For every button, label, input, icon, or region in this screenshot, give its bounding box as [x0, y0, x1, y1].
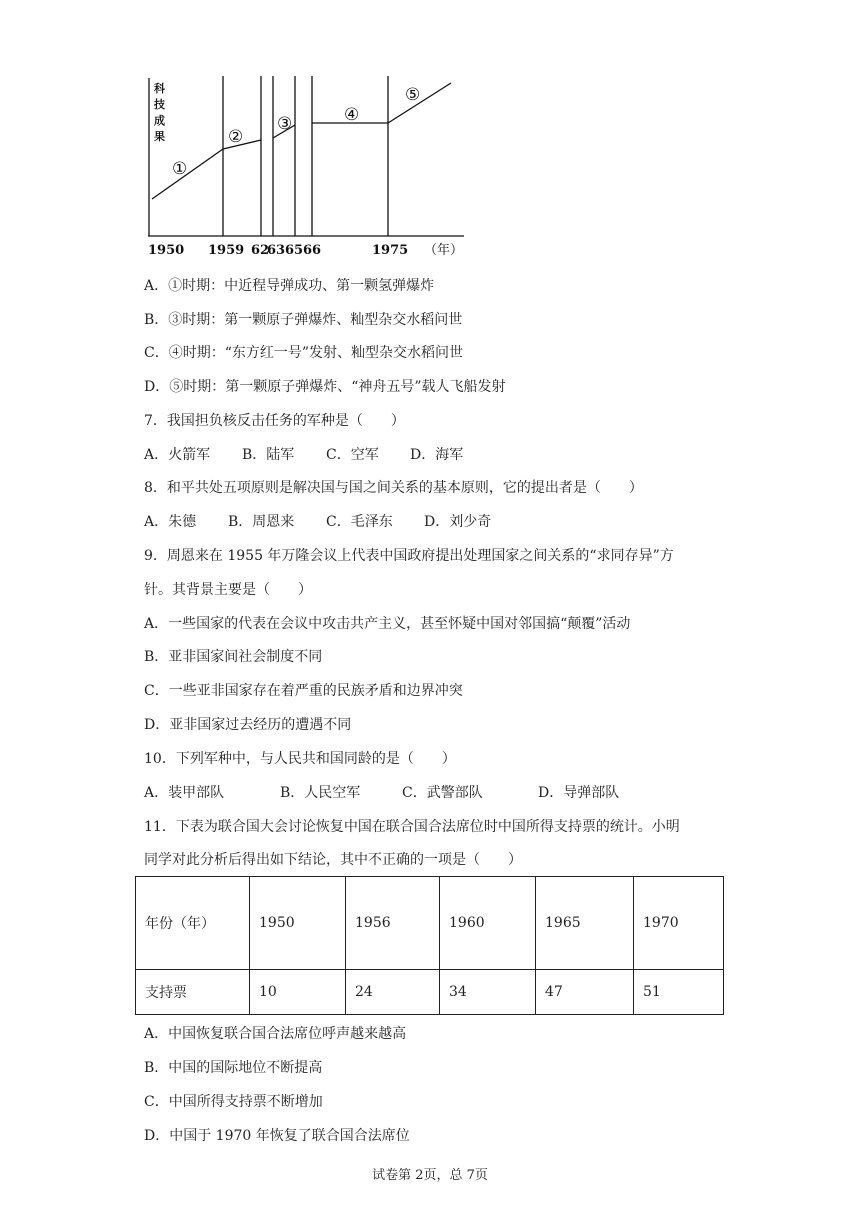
- q6-option-b: B．③时期：第一颗原子弹爆炸、籼型杂交水稻问世: [144, 312, 463, 328]
- x-tick-labels: [148, 242, 463, 258]
- table-cell: 10: [250, 970, 346, 1015]
- y-label-char: 成: [154, 114, 165, 127]
- q6-option-a: A．①时期：中近程导弹成功、第一颗氢弹爆炸: [144, 278, 435, 294]
- table-cell: 1965: [536, 877, 634, 970]
- q11-option-b: B．中国的国际地位不断提高: [144, 1060, 323, 1076]
- q10-option-b: B．人民空军: [280, 785, 361, 801]
- page-footer: 试卷第 2页，总 7页: [372, 1168, 488, 1183]
- table-cell: 34: [440, 970, 536, 1015]
- q7-options: [144, 445, 463, 465]
- q6-option-d: D．⑤时期：第一颗原子弹爆炸、“神舟五号”载人飞船发射: [144, 379, 506, 395]
- x-tick-label: 62: [251, 243, 270, 258]
- table-cell: 47: [536, 970, 634, 1015]
- q10-option-c: C．武警部队: [402, 785, 483, 801]
- q10-option-a: A．装甲部队: [144, 785, 225, 801]
- table-cell: 1960: [440, 877, 536, 970]
- table-cell: 1950: [250, 877, 346, 970]
- table-cell: 51: [634, 970, 724, 1015]
- q6-option-c: C．④时期：“东方红一号”发射、籼型杂交水稻问世: [144, 345, 464, 361]
- q7-option-b: B．陆军: [242, 447, 295, 463]
- table-cell: 支持票: [136, 970, 250, 1015]
- q9-stem-line2: 针。其背景主要是（ ）: [144, 582, 312, 598]
- x-tick-label: 1959: [208, 243, 245, 258]
- y-axis-label: [153, 81, 166, 143]
- table-cell: 年份（年）: [136, 877, 250, 970]
- q8-options: [144, 512, 491, 532]
- table-cell: 1970: [634, 877, 724, 970]
- q8-option-d: D．刘少奇: [424, 514, 492, 530]
- q9-option-d: D．亚非国家过去经历的遭遇不同: [144, 717, 352, 733]
- table-row: [136, 970, 724, 1015]
- q11-option-c: C．中国所得支持票不断增加: [144, 1094, 323, 1110]
- x-tick-label: 63: [267, 243, 286, 258]
- period-1-trend: [152, 149, 223, 199]
- y-label-char: 技: [154, 98, 165, 111]
- q9-option-b: B．亚非国家间社会制度不同: [144, 649, 323, 665]
- q9-option-c: C．一些亚非国家存在着严重的民族矛盾和边界冲突: [144, 683, 463, 699]
- table-cell: 24: [346, 970, 440, 1015]
- period-marker-2: ②: [228, 127, 244, 147]
- q11-option-a: A．中国恢复联合国合法席位呼声越来越高: [144, 1026, 407, 1042]
- q8-option-c: C．毛泽东: [326, 514, 393, 530]
- q7-stem: 7．我国担负核反击任务的军种是（ ）: [144, 413, 405, 429]
- q10-options: [144, 783, 619, 803]
- x-tick-label: 66: [303, 243, 322, 258]
- x-tick-label: 1975: [372, 243, 409, 258]
- x-tick-label: 65: [285, 243, 304, 258]
- y-label-char: 科: [154, 82, 165, 95]
- q11-stem-line2: 同学对此分析后得出如下结论，其中不正确的一项是（ ）: [144, 852, 522, 868]
- period-marker-5: ⑤: [405, 85, 421, 105]
- period-marker-4: ④: [344, 105, 360, 125]
- q11-option-d: D．中国于 1970 年恢复了联合国合法席位: [144, 1128, 410, 1144]
- q11-stem-line1: 11．下表为联合国大会讨论恢复中国在联合国合法席位时中国所得支持票的统计。小明: [144, 819, 680, 835]
- q9-stem-line1: 9．周恩来在 1955 年万隆会议上代表中国政府提出处理国家之间关系的“求同存异”方: [144, 548, 674, 564]
- q7-option-c: C．空军: [326, 447, 379, 463]
- q7-option-d: D．海军: [410, 447, 464, 463]
- x-tick-label: 1950: [148, 243, 185, 258]
- q10-stem: 10．下列军种中，与人民共和国同龄的是（ ）: [144, 751, 456, 767]
- q8-stem: 8．和平共处五项原则是解决国与国之间关系的基本原则，它的提出者是（ ）: [144, 480, 643, 496]
- period-marker-1: ①: [172, 159, 188, 179]
- q8-option-a: A．朱德: [144, 514, 197, 530]
- period-marker-3: ③: [277, 114, 293, 134]
- table-cell: 1956: [346, 877, 440, 970]
- support-votes-table: [135, 876, 724, 1015]
- table-row: [136, 877, 724, 970]
- q7-option-a: A．火箭军: [144, 447, 211, 463]
- q9-option-a: A．一些国家的代表在会议中攻击共产主义，甚至怀疑中国对邻国搞“颠覆”活动: [144, 616, 631, 632]
- x-axis-unit: （年）: [424, 243, 464, 258]
- y-label-char: 果: [154, 130, 165, 143]
- q10-option-d: D．导弹部队: [538, 785, 620, 801]
- achievement-timeline-figure: [148, 72, 468, 262]
- q8-option-b: B．周恩来: [228, 514, 295, 530]
